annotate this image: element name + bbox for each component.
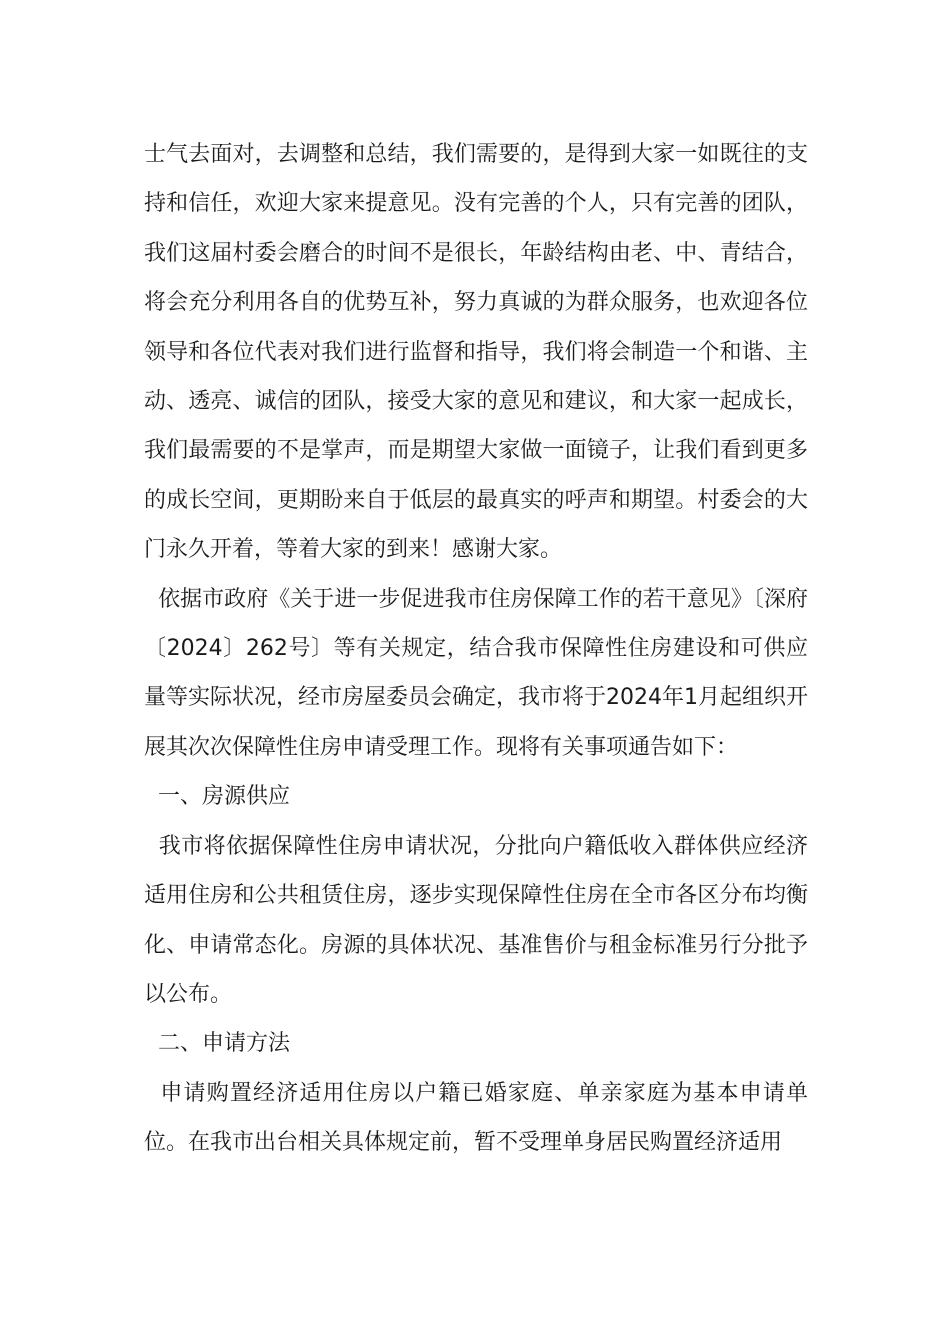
paragraph-closing-remarks: 士气去面对，去调整和总结，我们需要的，是得到大家一如既往的支持和信任，欢迎大家来提意见。没有完善的个人，只有完善的团队，我们这届村委会磨合的时间不是很长，年龄结构由老、中、青结合，将会充分利用各自的优势互补，努力真诚的为群众服务，也欢迎各位领导和各位代表对我们进行监督和指导，我们将会制造一个和谐、主动、透亮、诚信的团队，接受大家的意见和建议，和大家一起成长，我们最需要的不是掌声，而是期望大家做一面镜子，让我们看到更多的成长空间，更期盼来自于低层的最真实的呼声和期望。村委会的大门永久开着，等着大家的到来！感谢大家。 xyxy=(144,142,808,563)
section-heading-application-method: 二、申请方法 xyxy=(144,1031,291,1057)
paragraph-housing-supply: 我市将依据保障性住房申请状况，分批向户籍低收入群体供应经济适用住房和公共租赁住房，逐步实现保障性住房在全市各区分布均衡化、申请常态化。房源的具体状况、基准售价与租金标准另行分批予以公布。 xyxy=(144,833,808,1007)
section-heading-housing-supply: 一、房源供应 xyxy=(144,784,291,810)
document-body xyxy=(144,130,808,1168)
paragraph-application-method: 申请购置经济适用住房以户籍已婚家庭、单亲家庭为基本申请单位。在我市出台相关具体规定前，暂不受理单身居民购置经济适用 xyxy=(144,1080,808,1156)
paragraph-notice-intro: 依据市政府《关于进一步促进我市住房保障工作的若干意见》〔深府〔2024〕262号〕等有关规定，结合我市保障性住房建设和可供应量等实际状况，经市房屋委员会确定，我市将于2024年1月起组织开展其次次保障性住房申请受理工作。现将有关事项通告如下： xyxy=(144,586,808,760)
